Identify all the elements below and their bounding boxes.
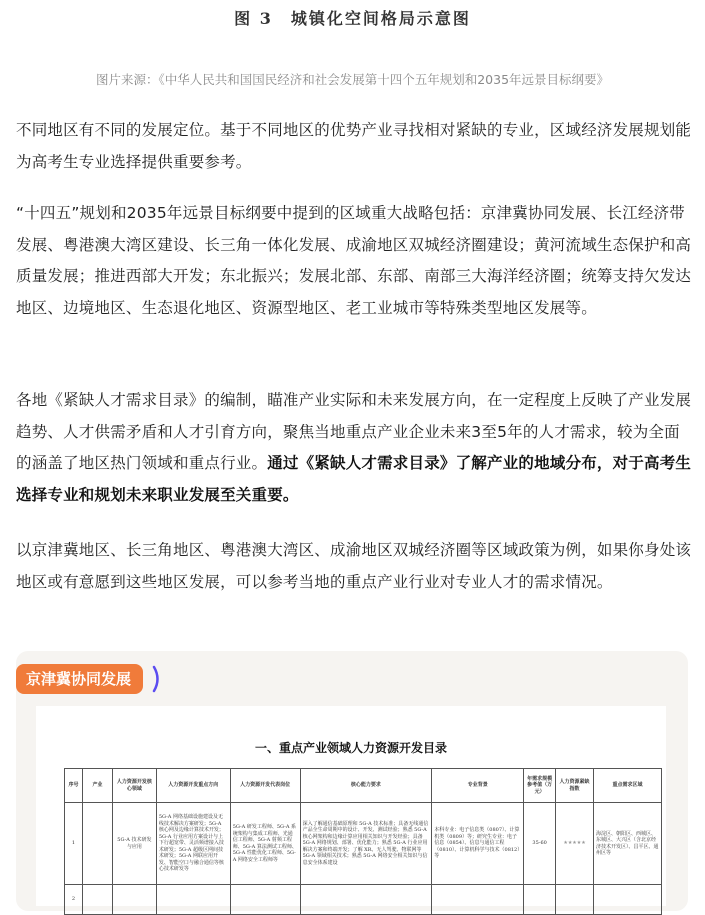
cell-scale (524, 885, 556, 915)
cell-industry (82, 803, 112, 885)
cell-stars (556, 885, 594, 915)
section-tag: 京津冀协同发展 (16, 664, 143, 694)
header-cell: 人力资源开发代表岗位 (230, 769, 300, 803)
cell-core (112, 885, 156, 915)
talent-catalog-text: 各地《紧缺人才需求目录》的编制，瞄准产业实际和未来发展方向，在一定程度上反映了产业发展趋势、人才供需矛盾和人才引育方向，聚焦当地重点产业企业未来3至5年的人才需求，较为全面的涵盖了地区热门领域和重点行业。 (16, 391, 692, 472)
tag-arc-decoration (152, 664, 162, 694)
table-row (65, 803, 662, 885)
resource-table (64, 768, 662, 915)
header-cell: 人力资源开发重点方向 (156, 769, 230, 803)
header-cell: 重点需求区域 (594, 769, 662, 803)
header-cell: 年需求规模参考值（万元） (524, 769, 556, 803)
paragraph-talent-catalog (16, 385, 692, 511)
table-header-row (65, 769, 662, 803)
header-cell: 专业背景 (432, 769, 524, 803)
cell-ability: 深入了解通信基础原理和 5G-A 技术标准；具备无线通信产品全生命周期中的设计、开发、测试经验；熟悉 5G-A 核心网架构和边缘计算应用相关知识与开发经验；具备 5G-A 网络规划、部署、优化能力；熟悉 5G-A 行业应用解决方案和终端开发；了解 XR、无人驾驶、物联网等 5G-A 领域相关技术；熟悉 5G-A 网络安全相关知识与信息安全体系建设 (300, 803, 432, 885)
cell-ability (300, 885, 432, 915)
cell-stars: ★★★★★ (556, 803, 594, 885)
header-cell: 序号 (65, 769, 83, 803)
cell-scale: 35-60 (524, 803, 556, 885)
cell-region (594, 885, 662, 915)
cell-positions (230, 885, 300, 915)
cell-core: 5G-A 技术研发与应用 (112, 803, 156, 885)
figure-title: 图 3 城镇化空间格局示意图 (234, 9, 471, 28)
paragraph-regional-strategies: “十四五”规划和2035年远景目标纲要中提到的区域重大战略包括：京津冀协同发展、长江经济带发展、粤港澳大湾区建设、长三角一体化发展、成渝地区双城经济圈建设；黄河流域生态保护和高质量发展；推进西部大开发；东北振兴；发展北部、东部、南部三大海洋经济圈；统筹支持欠发达地区、边境地区、生态退化地区、资源型地区、老工业城市等特殊类型地区发展等。 (16, 204, 692, 317)
cell-no: 2 (65, 885, 83, 915)
document-heading: 一、重点产业领域人力资源开发目录 (254, 741, 447, 755)
cell-positions: 5G-A 研发工程师、5G-A 系统架构与集成工程师、光通信工程师、5G-A 射频工程师、5G-A 算法测试工程师、5G-A 性能优化工程师、5G-A 网络安全工程师等 (230, 803, 300, 885)
cell-industry (82, 885, 112, 915)
header-cell: 人力资源开发核心领域 (112, 769, 156, 803)
paragraph-development-positioning: 不同地区有不同的发展定位。基于不同地区的优势产业寻找相对紧缺的专业，区域经济发展规划能为高考生专业选择提供重要参考。 (16, 121, 692, 171)
header-cell: 核心能力要求 (300, 769, 432, 803)
header-cell: 人力资源紧缺指数 (556, 769, 594, 803)
cell-major (432, 885, 524, 915)
cell-direction (156, 885, 230, 915)
talent-catalog-emphasis: 通过《紧缺人才需求目录》了解产业的地域分布，对于高考生选择专业和规划未来职业发展至关重要。 (16, 454, 692, 504)
paragraph-regional-examples: 以京津冀地区、长三角地区、粤港澳大湾区、成渝地区双城经济圈等区域政策为例，如果你身处该地区或有意愿到这些地区发展，可以参考当地的重点产业行业对专业人才的需求情况。 (16, 541, 692, 591)
figure-source-caption: 图片来源：《中华人民共和国国民经济和社会发展第十四个五年规划和2035年远景目标纲要》 (95, 72, 610, 87)
cell-direction: 5G-A 网络基础设施建设及无线技术解决方案研发；5G-A 核心网及边缘计算技术开发；5G-A 行业应用方案设计与上下行超宽带、灵活频谱接入技术研发；5G-A 超级区网间技术研发；5G-A 网联应用开发、智能空口与融合通信等核心技术研发等 (156, 803, 230, 885)
table-row (65, 885, 662, 915)
cell-region: 海淀区、朝阳区、西城区、东城区、大兴区（含北京经济技术开发区）、昌平区、通州区等 (594, 803, 662, 885)
header-cell: 产业 (82, 769, 112, 803)
cell-major: 本科专业：电子信息类（0807）、计算机类（0809）等；研究生专业：电子信息（0854）、信息与通信工程（0810）、计算机科学与技术（0812）等 (432, 803, 524, 885)
cell-no: 1 (65, 803, 83, 885)
